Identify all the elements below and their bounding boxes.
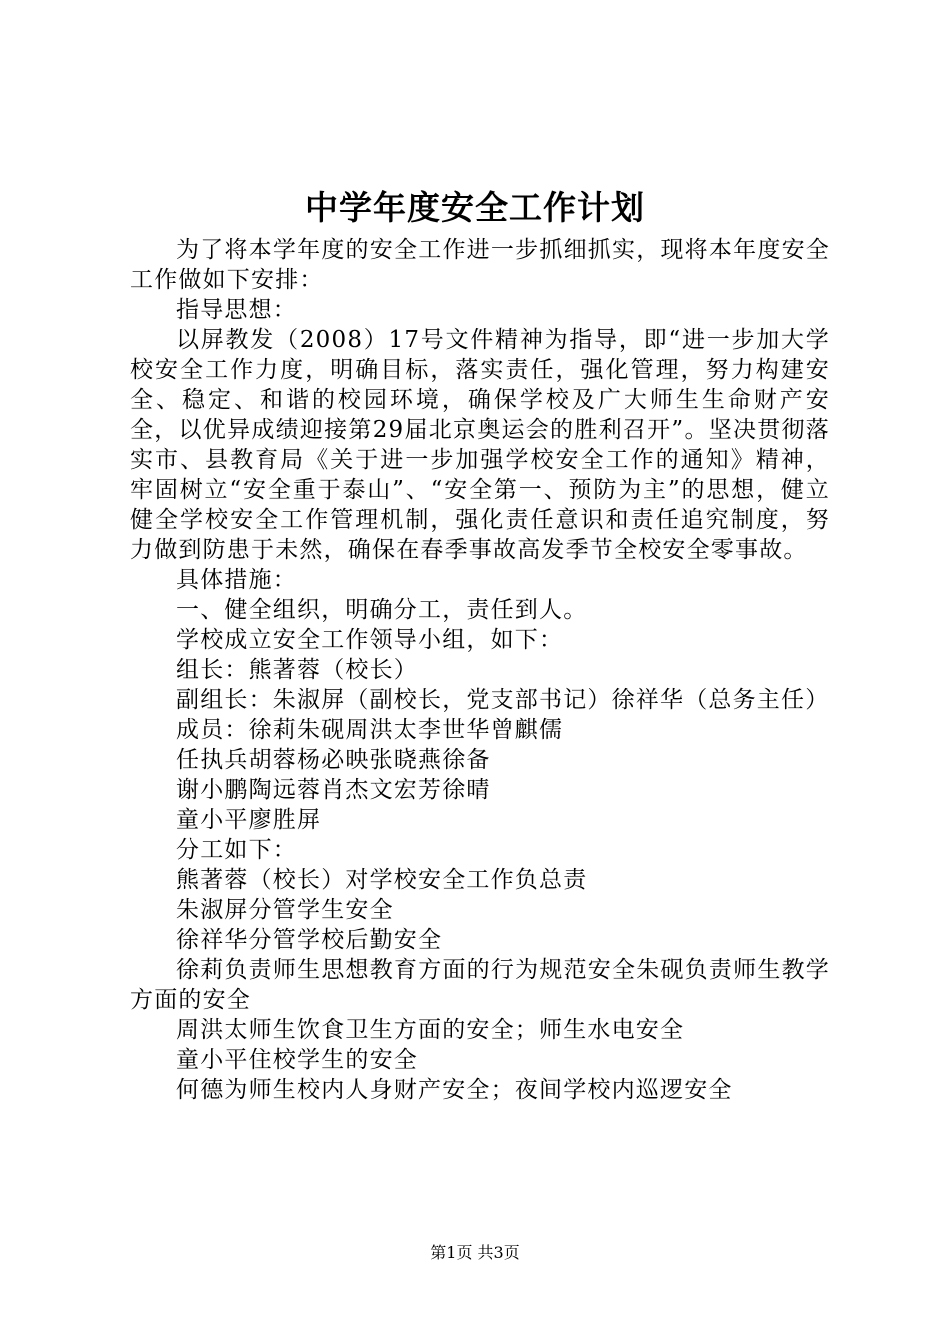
page-number-footer: 第1页 共3页	[430, 1243, 520, 1262]
paragraph-duty-7: 何德为师生校内人身财产安全；夜间学校内巡逻安全	[176, 1077, 733, 1103]
paragraph-section-one: 一、健全组织，明确分工，责任到人。	[176, 597, 588, 623]
paragraph-duty-5: 周洪太师生饮食卫生方面的安全；师生水电安全	[176, 1017, 685, 1043]
paragraph-measures-heading: 具体措施：	[176, 567, 297, 593]
paragraph-members-1: 成员：徐莉朱砚周洪太李世华曾麒儒	[176, 717, 564, 743]
paragraph-duty-2: 朱淑屏分管学生安全	[176, 897, 394, 923]
paragraph-guiding-heading: 指导思想：	[176, 297, 297, 323]
paragraph-duty-3: 徐祥华分管学校后勤安全	[176, 927, 443, 953]
document-body	[130, 235, 830, 1105]
paragraph-duty-6: 童小平住校学生的安全	[176, 1047, 418, 1073]
paragraph-members-3: 谢小鹏陶远蓉肖杰文宏芳徐晴	[176, 777, 491, 803]
paragraph-guiding-text: 以屏教发（2008）17号文件精神为指导，即“进一步加大学校安全工作力度，明确目标，落实责任，强化管理，努力构建安全、稳定、和谐的校园环境，确保学校及广大师生生命财产安全，以优异成绩迎接第29届北京奥运会的胜利召开”。坚决贯彻落实市、县教育局《关于进一步加强学校安全工作的通知》精神，牢固树立“安全重于泰山”、“安全第一、预防为主”的思想，健立健全学校安全工作管理机制，强化责任意识和责任追究制度，努力做到防患于未然，确保在春季事故高发季节全校安全零事故。	[130, 327, 830, 563]
paragraph-group-leader: 组长：熊著蓉（校长）	[176, 657, 418, 683]
paragraph-duty-1: 熊著蓉（校长）对学校安全工作负总责	[176, 867, 588, 893]
paragraph-deputy-leader: 副组长：朱淑屏（副校长，党支部书记）徐祥华（总务主任）	[176, 687, 830, 713]
paragraph-duty-4: 徐莉负责师生思想教育方面的行为规范安全朱砚负责师生教学方面的安全	[130, 957, 830, 1013]
paragraph-duties-heading: 分工如下：	[176, 837, 297, 863]
paragraph-intro: 为了将本学年度的安全工作进一步抓细抓实，现将本年度安全工作做如下安排：	[130, 237, 830, 293]
page-title: 中学年度安全工作计划	[305, 188, 645, 227]
paragraph-members-2: 任执兵胡蓉杨必映张晓燕徐备	[176, 747, 491, 773]
paragraph-group-intro: 学校成立安全工作领导小组，如下：	[176, 627, 564, 653]
paragraph-members-4: 童小平廖胜屏	[176, 807, 322, 833]
